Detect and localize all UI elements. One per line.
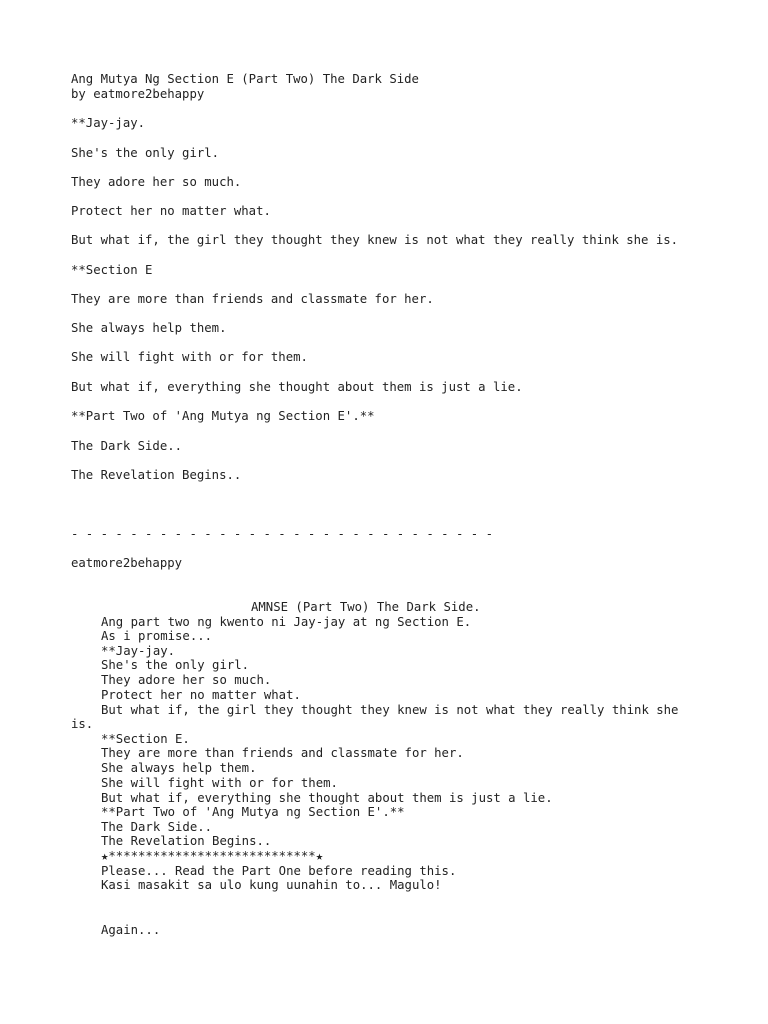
chapter-line: Again... bbox=[101, 923, 161, 937]
chapter-line: **Part Two of 'Ang Mutya ng Section E'.** bbox=[101, 805, 405, 819]
chapter-line: The Revelation Begins.. bbox=[101, 834, 272, 848]
chapter-line: The Dark Side.. bbox=[101, 820, 213, 834]
summary-line: She's the only girl. bbox=[71, 146, 220, 160]
chapter-line: She's the only girl. bbox=[101, 658, 250, 672]
summary-line: But what if, the girl they thought they knew is not what they really think she is. bbox=[71, 233, 679, 247]
chapter-line: They adore her so much. bbox=[101, 673, 272, 687]
summary-line: Protect her no matter what. bbox=[71, 204, 271, 218]
summary-line: They are more than friends and classmate for her. bbox=[71, 292, 434, 306]
summary-line: But what if, everything she thought about them is just a lie. bbox=[71, 380, 523, 394]
story-byline: by eatmore2behappy bbox=[71, 87, 205, 101]
chapter-line: As i promise... bbox=[101, 629, 213, 643]
summary-line: The Revelation Begins.. bbox=[71, 468, 242, 482]
author-name: eatmore2behappy bbox=[71, 556, 183, 570]
summary-line: They adore her so much. bbox=[71, 175, 242, 189]
chapter-line: **Section E. bbox=[101, 732, 190, 746]
summary-line: She always help them. bbox=[71, 321, 227, 335]
chapter-line: But what if, everything she thought about them is just a lie. bbox=[101, 791, 553, 805]
story-title: Ang Mutya Ng Section E (Part Two) The Dark Side bbox=[71, 72, 419, 86]
chapter-line: She always help them. bbox=[101, 761, 257, 775]
chapter-line: Please... Read the Part One before reading this. bbox=[101, 864, 457, 878]
chapter-line: Protect her no matter what. bbox=[101, 688, 301, 702]
chapter-line: is. bbox=[71, 717, 94, 731]
summary-line: **Part Two of 'Ang Mutya ng Section E'.** bbox=[71, 409, 375, 423]
star-separator: ★****************************★ bbox=[101, 849, 324, 863]
chapter-line: Ang part two ng kwento ni Jay-jay at ng Section E. bbox=[101, 615, 472, 629]
section-divider: - - - - - - - - - - - - - - - - - - - - - - - - - - - - - bbox=[71, 527, 493, 541]
chapter-line: She will fight with or for them. bbox=[101, 776, 338, 790]
chapter-line: Kasi masakit sa ulo kung uunahin to... Magulo! bbox=[101, 878, 442, 892]
chapter-line: But what if, the girl they thought they knew is not what they really think she bbox=[101, 703, 679, 717]
summary-line: **Jay-jay. bbox=[71, 116, 146, 130]
chapter-line: They are more than friends and classmate for her. bbox=[101, 746, 464, 760]
chapter-line: **Jay-jay. bbox=[101, 644, 176, 658]
chapter-heading: AMNSE (Part Two) The Dark Side. bbox=[251, 600, 481, 614]
summary-line: She will fight with or for them. bbox=[71, 350, 308, 364]
summary-line: The Dark Side.. bbox=[71, 439, 183, 453]
summary-line: **Section E bbox=[71, 263, 153, 277]
